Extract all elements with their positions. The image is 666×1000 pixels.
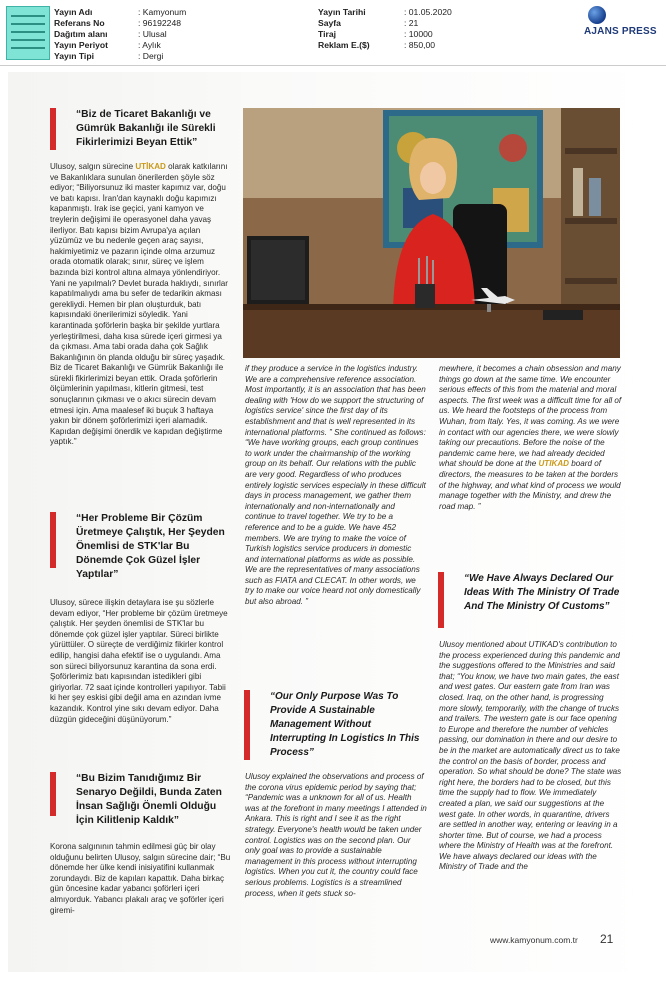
section-heading	[76, 772, 236, 828]
clipping-header	[0, 0, 666, 64]
meta-value: : Aylık	[138, 40, 161, 50]
globe-icon	[588, 6, 606, 24]
meta-value: : 21	[404, 18, 419, 28]
meta-label: Dağıtım alanı	[54, 29, 108, 39]
meta-label: Yayın Periyot	[54, 40, 108, 50]
meta-value: : 01.05.2020	[404, 7, 452, 17]
brand-name: UTİKAD	[135, 162, 166, 171]
heading-accent-bar	[50, 512, 56, 568]
article-paragraph	[245, 364, 427, 608]
meta-label: Yayın Tipi	[54, 51, 94, 61]
heading-accent-bar	[438, 572, 444, 628]
section-heading	[76, 108, 234, 150]
meta-value: : 850,00	[404, 40, 436, 50]
agency-name: AJANS PRESS	[584, 26, 657, 37]
heading-text: “Her Probleme Bir Çözüm Üretmeye Çalıştık, Her Şeyden Önemlisi de STK'lar Bu Dönemde Çok Güzel İşler Yaptılar”	[76, 513, 225, 580]
paragraph-text: Ulusoy explained the observations and process of the corona virus epidemic period by saying that; “Pandemic was a unknown for all of us. Health was at the forefront in many meetings I attended in Ankara. This is right and I see it as the right strategy. Everyone's health would be taken under control. Logistics was on the second plan. Our only goal was to provide a sustainable management in this process without interrupting logistics. When you cut it, the country could face serious problems. Logistics is a streamlined process, when it gets stuck so-	[245, 772, 427, 898]
meta-label: Yayın Adı	[54, 7, 93, 17]
heading-accent-bar	[50, 108, 56, 150]
footer-url: www.kamyonum.com.tr	[490, 935, 578, 945]
heading-accent-bar	[50, 772, 56, 816]
page-number: 21	[600, 932, 614, 946]
article-paragraph	[50, 842, 232, 916]
paragraph-text: Korona salgınının tahmin edilmesi güç bir olay olduğunu belirten Ulusoy, salgın sürecine dair; “Bu dönemde her ülke kendi inisiyatifini kullanmak zorundaydı. Biz de kapıları kapattık. Daha birkaç gün öncesine kadar yabancı şoförleri içeri almıyorduk. Yabancı plakalı araç ve şoförler içeri giremi-	[50, 842, 231, 915]
press-clipping-logo	[6, 6, 50, 60]
paragraph-text: board of directors, the measures to be taken at the borders of the highway, and what kind of process we would manage together with the Ministry, and drew the road map. ”	[439, 459, 621, 511]
meta-value: : 96192248	[138, 18, 182, 28]
article-paragraph	[439, 364, 623, 512]
meta-value: : Kamyonum	[138, 7, 187, 17]
heading-text: “Bu Bizim Tanıdığımız Bir Senaryo Değildi, Bunda Zaten İnsan Sağlığı Önemli Olduğu İçin Kilitlenip Kaldık”	[76, 773, 222, 826]
meta-value: : Dergi	[138, 51, 164, 61]
section-heading	[270, 690, 426, 760]
paragraph-text: mewhere, it becomes a chain obsession and many things go down at the same time. We encounter serious effects of this from the material and moral aspects. The first week was a difficult time for all of us. We heard the footsteps of the process from Wuhan, from Italy. Yes, it was coming. As we were in contact with our agencies there, we were slowly taking our precautions. Before the noise of the pandemic came here, we had already decided what should be done at the	[439, 364, 622, 469]
article-paragraph	[50, 162, 232, 448]
article-paragraph	[245, 772, 427, 899]
meta-label: Sayfa	[318, 18, 341, 28]
office-scene	[243, 108, 620, 358]
paragraph-text: Ulusoy, salgın sürecine	[50, 162, 136, 171]
heading-text: “Our Only Purpose Was To Provide A Sustainable Management Without Interrupting In Logistics In This Process”	[270, 691, 420, 758]
meta-value: : 10000	[404, 29, 433, 39]
paragraph-text: Ulusoy, sürece ilişkin detaylara ise şu sözlerle devam ediyor, “Her probleme bir çözüm üretmeye çalıştık. Her şeyden önemlisi de STK'lar bu dönemde çok güzel işler yaptılar. Süreci birlikte yürüttüler. O süreçte de verdiğimiz fikirler kontrol edilip, hangisi daha efektif ise o uygulandı. Ama son süreci biliyorsunuz karantina da sona erdi. Şoförlerimiz batı kapısından istedikleri gibi giriyorlar. 72 saat içinde kontrolleri yapılıyor. Tabii ki her şey eskisi gibi değil ama en azından ivme kazandık. Kontrol yine sıkı devam ediyor. Daha düzgün gideceğini düşünüyorum.”	[50, 598, 228, 724]
header-divider	[0, 65, 666, 66]
paragraph-text: if they produce a service in the logistics industry. We are a comprehensive reference association. Most importantly, it is an association that has been dealing with 'How do we support the structuring of logistics service' since the first day of its establishment and that is well represented in its international platforms. ” She continued as follows: “We have working groups, each group continues to work under the chairmanship of the working group on its behalf. Our relations with the public are very good. Regardless of who produces entirely logistic services especially in these difficult days in process management, we gather them internationally and non-internationally and continue to travel together. We try to be a reference and to be a guide. We have 452 members. We are trying to make the voice of Turkish logistics service producers in domestic and international platforms as wide as possible. We are the representatives of many associations such as FIATA and CLECAT. In other words, we try to make our voice heard not only domestically but also abroad. ”	[245, 364, 426, 607]
section-heading	[464, 572, 622, 614]
article-paragraph	[50, 598, 232, 725]
meta-value: : Ulusal	[138, 29, 167, 39]
heading-text: “We Have Always Declared Our Ideas With The Ministry Of Trade And The Ministry Of Customs”	[464, 573, 620, 612]
section-heading	[76, 512, 236, 582]
meta-label: Yayın Tarihi	[318, 7, 366, 17]
paragraph-text: olarak katkılarını ve Bakanlıklara sunulan önerilerden şöyle söz ediyor; “Biliyorsunuz iki master kapımız var, doğu ve batı kapısı. İran'dan kaynaklı doğu kapımızı kapanmıştı. Irak ise geçici, yani kamyon ve treylerin değişimi ile operasyonel daha yavaş ilerliyor. Batı kapısı bizim Avrupa'ya açılan yüzümüz ve bu nedenle geçen araç sayısı, hakimiyetimiz ve pazarın içinde olma arzumuz orada otomatik olarak; sınır, süreç ve işlem bazında bizi kontrol altına almaya yönlendiriyor. Yani ne yapılmalı? Devlet burada haklıydı, sınırlar kapatılmalıydı ama bu sefer de tedarikin akması gerekliydi. Hemen bir plan oluşturduk, batı kapısındaki önerilerimizi söyledik. Yani karantinada şoförlerin başka bir şekilde yurtlara yerleştirilmesi, daha kısa sürede içeri girmesi ya da çıkması. Ama tabi orada daha çok Sağlık Bakanlığının ön planda olduğu bir süreç yaşadık. Biz de Ticaret Bakanlığı ve Gümrük Bakanlığı ile sürekli fikirlerimizi beyan ettik. Orada şoförlerin ölçümlerinin yapılması, kitlerin gitmesi, test sonuçlarının çıkması ve o akıcı sürecin devam etmesi için. Ama maalesef iki buçuk 3 haftaya yakın bir dönem şoförlerimizi içeri alamadık. Kapıdan değişimi önerdik ve kapıdan değiştirme yaptık.”	[50, 162, 229, 447]
meta-label: Reklam E.($)	[318, 40, 370, 50]
brand-name: UTIKAD	[538, 459, 570, 469]
meta-label: Tiraj	[318, 29, 336, 39]
portrait-photo	[243, 108, 620, 358]
heading-text: “Biz de Ticaret Bakanlığı ve Gümrük Bakanlığı ile Sürekli Fikirlerimizi Beyan Ettik”	[76, 109, 216, 148]
meta-label: Referans No	[54, 18, 105, 28]
article-paragraph	[439, 640, 623, 873]
heading-accent-bar	[244, 690, 250, 760]
paragraph-text: Ulusoy mentioned about UTIKAD's contribution to the process experienced during this pandemic and the suggestions offered to the Ministries and said that; “You know, we have two main gates, the east and west gates. Our eastern gate from Iran was closed. Iraq, on the other hand, is progressing more slowly, temporarily, with the change of trucks and trailers. The western gate is our face opening to Europe and therefore the number of vehicles passing, our domination in there and our desire to be in the market are automatically direct us to take the control on the basis of border, process and operation. So what should be done? The state was right here, the borders had to be closed, but this time the supply had to flow. We immediately created a plan, we said our suggestions at the west gate. In other words, in quarantine, drivers are settled in another way, entering or leaving in a shorter time. But of course, we had a process where the Ministry of Health was at the forefront. We have always declared our ideas with the Ministry of Trade and the	[439, 640, 622, 872]
